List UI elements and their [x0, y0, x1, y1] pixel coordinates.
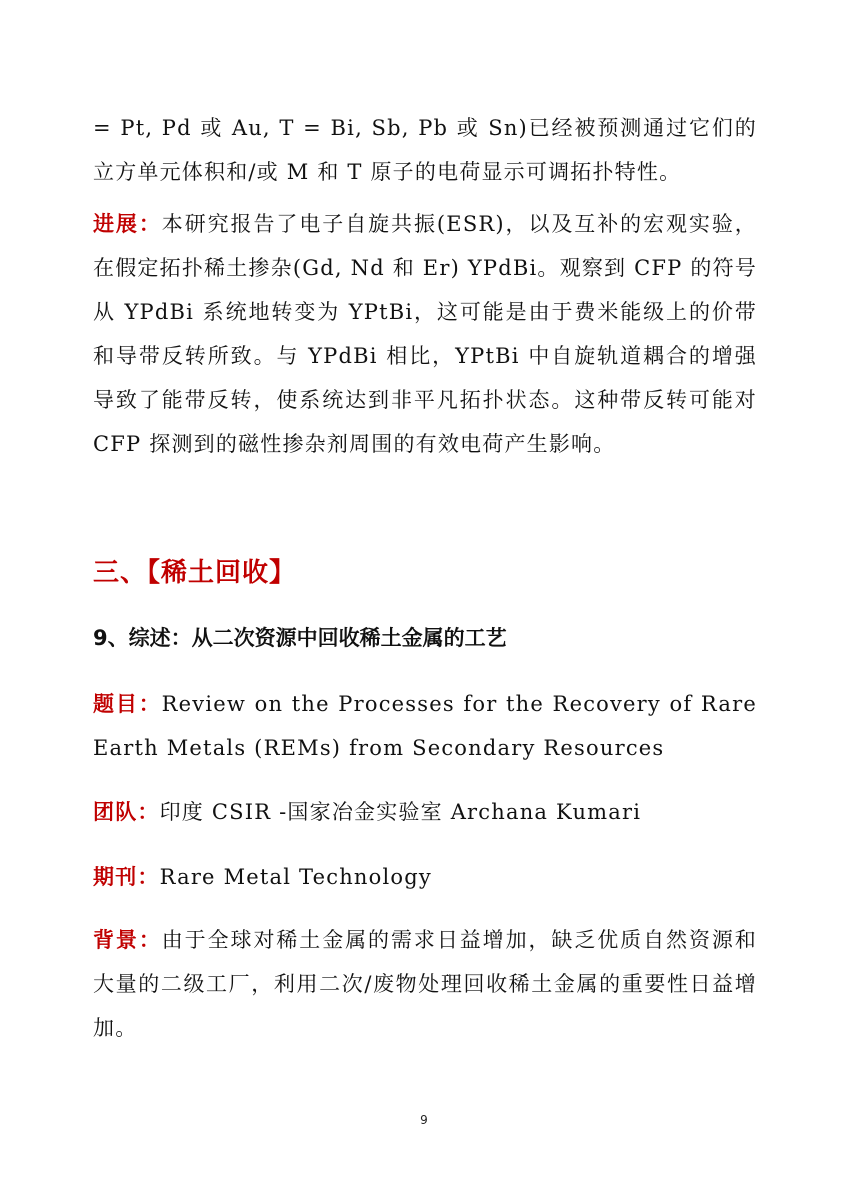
progress-text: 本研究报告了电子自旋共振(ESR)，以及互补的宏观实验，在假定拓扑稀土掺杂(Gd, Nd 和 Er) YPdBi。观察到 CFP 的符号从 YPdBi 系统地转变为 YPtBi，这可能是由于费米能级上的价带和导带反转所致。与 YPdBi 相比，YPtBi 中自旋轨道耦合的增强导致了能带反转，使系统达到非平凡拓扑状态。这种带反转可能对 CFP 探测到的磁性掺杂剂周围的有效电荷产生影响。: [93, 212, 757, 456]
background-text: 由于全球对稀土金属的需求日益增加，缺乏优质自然资源和大量的二级工厂，利用二次/废物处理回收稀土金属的重要性日益增加。: [93, 928, 757, 1040]
background-paragraph: [93, 918, 757, 1050]
team-text: 印度 CSIR -国家冶金实验室 Archana Kumari: [159, 800, 642, 824]
intro-text: = Pt, Pd 或 Au, T = Bi, Sb, Pb 或 Sn)已经被预测通过它们的立方单元体积和/或 M 和 T 原子的电荷显示可调拓扑特性。: [93, 116, 757, 184]
intro-paragraph: [93, 106, 757, 194]
journal-label: 期刊：: [93, 864, 160, 889]
title-paragraph: [93, 682, 757, 770]
team-label: 团队：: [93, 799, 160, 824]
team-paragraph: [93, 790, 757, 834]
journal-text: Rare Metal Technology: [159, 865, 432, 889]
section-title: 三、【稀土回收】: [93, 558, 297, 588]
progress-label: 进展：: [93, 211, 162, 236]
title-label: 题目：: [93, 691, 162, 716]
title-text: Review on the Processes for the Recovery of Rare Earth Metals (REMs) from Secondary Resources: [93, 692, 757, 760]
article-heading: 9、综述：从二次资源中回收稀土金属的工艺: [93, 626, 507, 650]
page-number: 9: [420, 1113, 428, 1127]
journal-paragraph: [93, 855, 757, 899]
progress-paragraph: [93, 202, 757, 466]
background-label: 背景：: [93, 927, 162, 952]
